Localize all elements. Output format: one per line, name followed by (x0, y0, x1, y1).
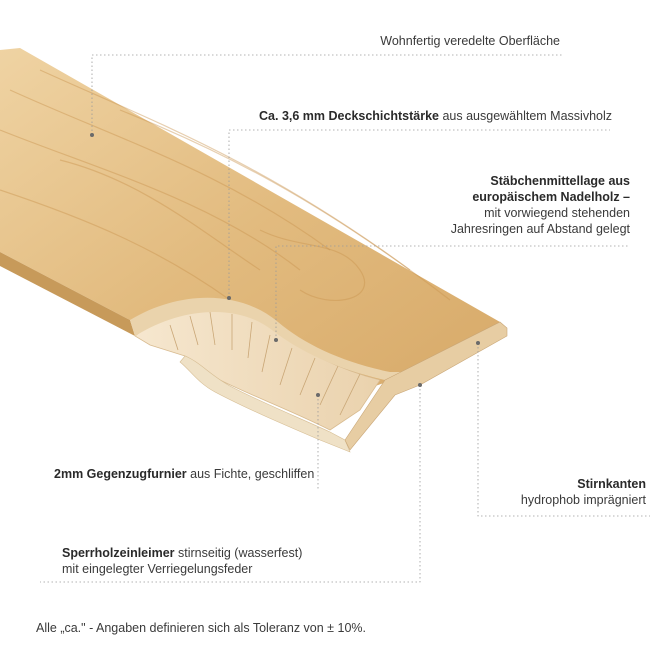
label-end-edges (446, 476, 646, 508)
label-plywood (62, 545, 362, 577)
core-bold-line2: europäischem Nadelholz – (472, 190, 630, 204)
label-top-layer (192, 108, 612, 124)
core-line3: mit vorwiegend stehenden (484, 206, 630, 220)
core-line4: Jahresringen auf Abstand gelegt (450, 222, 630, 236)
label-surface (200, 33, 560, 49)
core-bold-line1: Stäbchenmittellage aus (490, 174, 630, 188)
plywood-normal: stirnseitig (wasserfest) (174, 546, 303, 560)
plywood-bold: Sperrholzeinleimer (62, 546, 175, 560)
label-veneer (54, 466, 344, 482)
label-core (330, 173, 630, 237)
top-layer-bold: Ca. 3,6 mm Deckschichtstärke (259, 109, 439, 123)
veneer-bold: 2mm Gegenzugfurnier (54, 467, 187, 481)
footnote: Alle „ca." - Angaben definieren sich als Toleranz von ± 10%. (36, 621, 367, 635)
plywood-line2: mit eingelegter Verriegelungsfeder (62, 562, 253, 576)
end-edges-bold: Stirnkanten (577, 477, 646, 491)
top-layer-normal: aus ausgewähltem Massivholz (439, 109, 612, 123)
veneer-normal: aus Fichte, geschliffen (186, 467, 315, 481)
end-edges-normal: hydrophob imprägniert (520, 493, 646, 507)
surface-text: Wohnfertig veredelte Oberfläche (380, 34, 560, 48)
